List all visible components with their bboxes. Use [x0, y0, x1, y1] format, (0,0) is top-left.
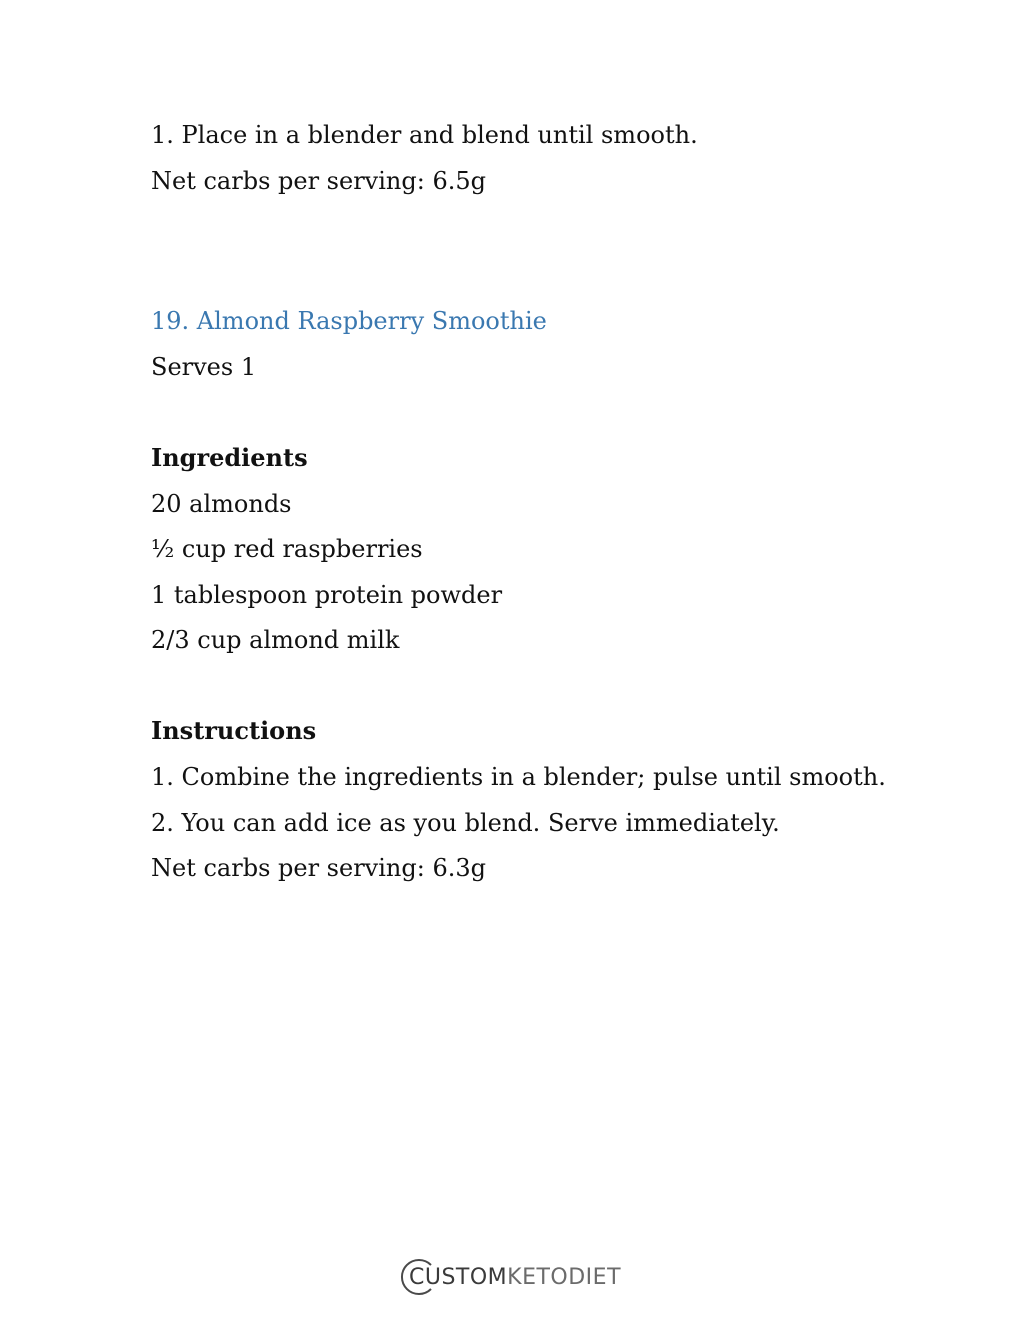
logo-text-ketodiet: KETODIET [507, 1264, 622, 1290]
recipe-net-carbs: Net carbs per serving: 6.3g [151, 854, 486, 882]
recipe-serves: Serves 1 [151, 353, 257, 381]
circle-c-icon [395, 1255, 439, 1299]
ingredient-item: 20 almonds [151, 490, 292, 518]
instruction-step: 1. Combine the ingredients in a blender; pulse until smooth. [151, 763, 886, 791]
instructions-heading: Instructions [151, 716, 317, 745]
ingredient-item: ½ cup red raspberries [151, 535, 423, 563]
ingredients-heading: Ingredients [151, 443, 308, 472]
logo-text-custom: CUSTOM [408, 1264, 508, 1290]
ingredient-item: 2/3 cup almond milk [151, 626, 400, 654]
instruction-step: 2. You can add ice as you blend. Serve immediately. [151, 809, 780, 837]
ingredient-item: 1 tablespoon protein powder [151, 581, 503, 609]
previous-step-1: 1. Place in a blender and blend until smooth. [151, 121, 698, 149]
recipe-title: 19. Almond Raspberry Smoothie [151, 307, 547, 335]
previous-net-carbs: Net carbs per serving: 6.5g [151, 167, 486, 195]
page-footer [0, 1255, 1024, 1299]
customketodiet-logo [403, 1255, 621, 1299]
